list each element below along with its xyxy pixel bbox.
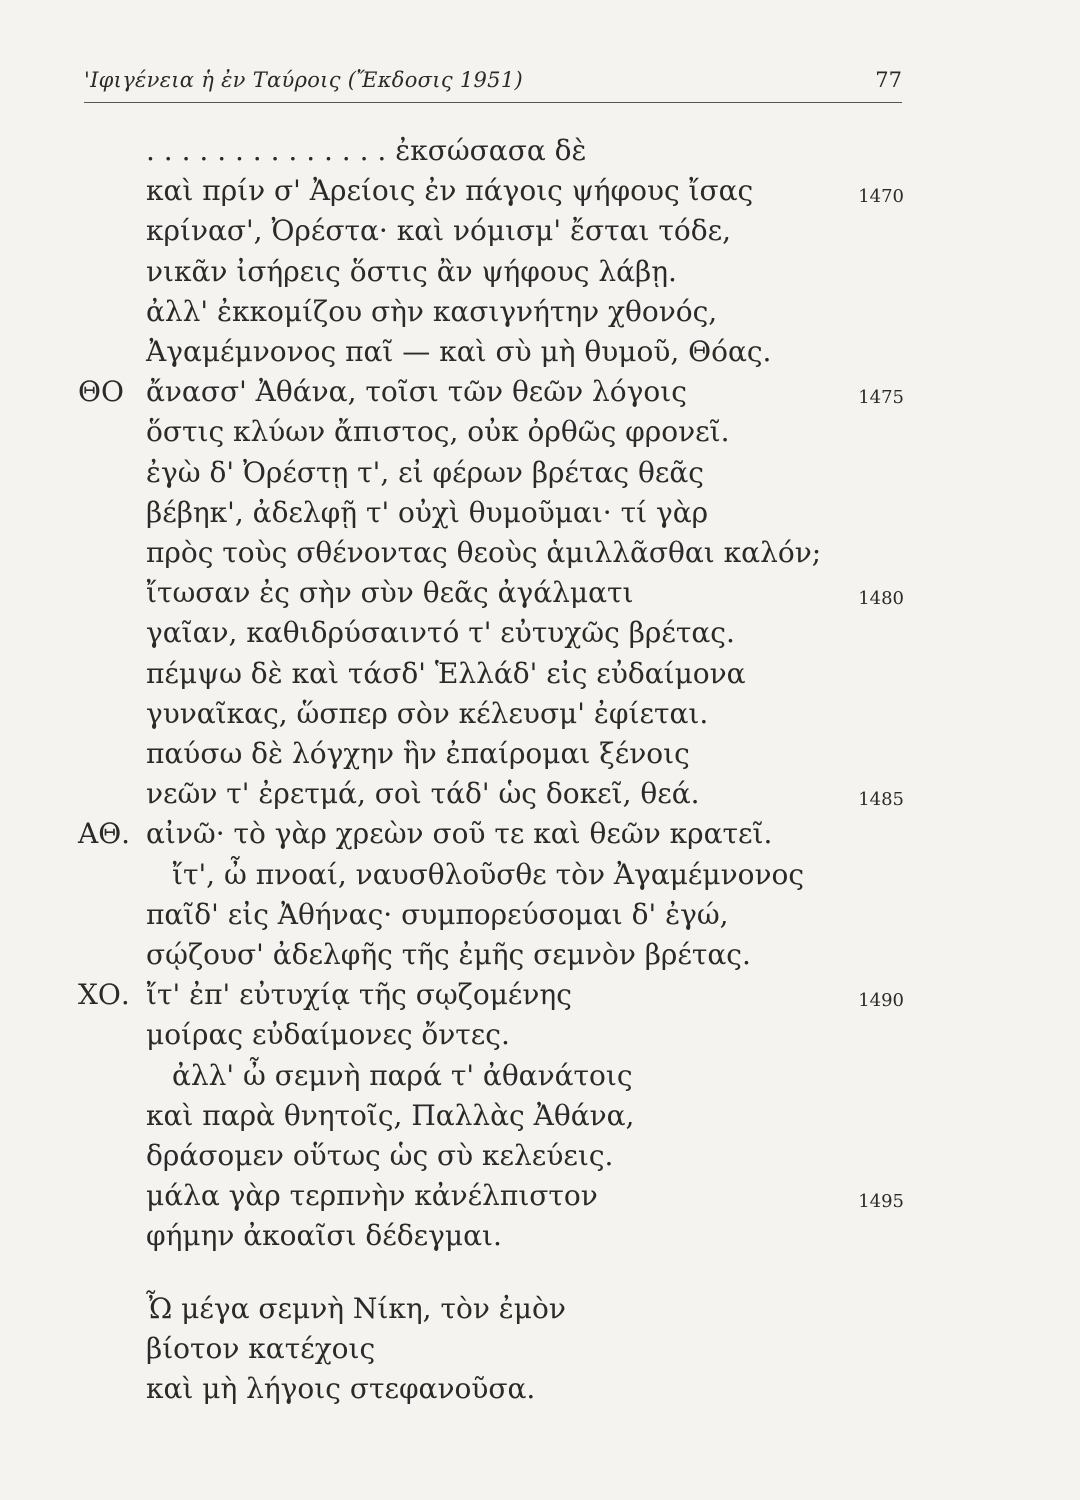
verse-line-text: αἰνῶ· τὸ γὰρ χρεὼν σοῦ τε καὶ θεῶν κρατεῖ. <box>146 817 773 851</box>
page-number: 77 <box>875 68 902 92</box>
verse-line <box>0 1329 1080 1369</box>
line-number: 1490 <box>858 990 904 1012</box>
verse-line-text: ἴτ', ὦ πνοαί, ναυσθλοῦσθε τὸν Ἀγαμέμνονος <box>172 857 805 891</box>
verse-line <box>0 171 1080 211</box>
verse-line <box>0 533 1080 573</box>
verse-line <box>0 774 1080 814</box>
verse-line-text: ἄνασσ' Ἀθάνα, τοῖσι τῶν θεῶν λόγοις <box>146 375 687 409</box>
line-number: 1480 <box>858 588 904 610</box>
verse-line <box>0 1369 1080 1409</box>
verse-line <box>0 453 1080 493</box>
verse-line-text: μάλα γὰρ τερπνὴν κἀνέλπιστον <box>146 1179 598 1213</box>
verse-line-text: παῖδ' εἰς Ἀθήνας· συμπορεύσομαι δ' ἐγώ, <box>146 897 729 931</box>
verse-line <box>0 372 1080 412</box>
speaker-label: ΘΟ <box>78 375 124 409</box>
verse-line-text: . . . . . . . . . . . . . . ἐκσώσασα δὲ <box>146 134 587 167</box>
verse-line-text: ὅστις κλύων ἄπιστος, οὐκ ὀρθῶς φρονεῖ. <box>146 415 730 449</box>
verse-line <box>0 1015 1080 1055</box>
verse-line <box>0 1136 1080 1176</box>
verse-line <box>0 1096 1080 1136</box>
verse-line-text: μοίρας εὐδαίμονες ὄντες. <box>146 1018 510 1052</box>
verse-line-text: Ἀγαμέμνονος παῖ — καὶ σὺ μὴ θυμοῦ, Θόας. <box>146 335 772 368</box>
line-number: 1470 <box>858 186 904 208</box>
verse-line-text: βέβηκ', ἀδελφῇ τ' οὐχὶ θυμοῦμαι· τί γὰρ <box>146 495 709 529</box>
verse-line-text: φήμην ἀκοαῖσι δέδεγμαι. <box>146 1219 502 1253</box>
verse-line-text: ἀλλ' ἐκκομίζου σὴν κασιγνήτην χθονός, <box>146 294 718 328</box>
verse-line-text: καὶ πρίν σ' Ἀρείοις ἐν πάγοις ψήφους ἴσας <box>146 174 754 208</box>
verse-line <box>0 252 1080 292</box>
verse-line-text: νεῶν τ' ἐρετμά, σοὶ τάδ' ὡς δοκεῖ, θεά. <box>146 777 700 811</box>
verse-line-text: νικᾶν ἰσήρεις ὅστις ἂν ψήφους λάβῃ. <box>146 254 677 288</box>
verse-line <box>0 975 1080 1015</box>
verse-line-text: πρὸς τοὺς σθένοντας θεοὺς ἁμιλλᾶσθαι καλόν; <box>146 536 822 569</box>
verse-line <box>0 935 1080 975</box>
verse-line <box>0 1056 1080 1096</box>
verse-line-text: καὶ παρὰ θνητοῖς, Παλλὰς Ἀθάνα, <box>146 1098 635 1132</box>
verse-line <box>0 1289 1080 1329</box>
verse-line <box>0 211 1080 251</box>
verse-line-text: Ὦ μέγα σεμνὴ Νίκη, τὸν ἐμὸν <box>146 1291 566 1325</box>
verse-line-text: βίοτον κατέχοις <box>146 1331 376 1365</box>
speaker-label: ΑΘ. <box>78 817 131 851</box>
verse-line <box>0 1216 1080 1256</box>
verse-line-text: καὶ μὴ λήγοις στεφανοῦσα. <box>146 1372 536 1405</box>
verse-line <box>0 412 1080 452</box>
page-header <box>84 64 902 103</box>
verse-line-text: ἐγὼ δ' Ὀρέστῃ τ', εἰ φέρων βρέτας θεᾶς <box>146 455 704 489</box>
verse-line <box>0 855 1080 895</box>
verse-line-text: ἴτ' ἐπ' εὐτυχίᾳ τῆς σῳζομένης <box>146 978 572 1012</box>
verse-line-text: ἴτωσαν ἐς σὴν σὺν θεᾶς ἀγάλματι <box>146 576 634 610</box>
verse-line-text: δράσομεν οὕτως ὡς σὺ κελεύεις. <box>146 1139 614 1172</box>
verse-line-text: κρίνασ', Ὀρέστα· καὶ νόμισμ' ἔσται τόδε, <box>146 214 731 248</box>
verse-line-text: γαῖαν, καθιδρύσαιντό τ' εὐτυχῶς βρέτας. <box>146 616 735 650</box>
verse-line <box>0 734 1080 774</box>
verse-line <box>0 654 1080 694</box>
verse-line <box>0 814 1080 854</box>
verse-line-text: παύσω δὲ λόγχην ἣν ἐπαίρομαι ξένοις <box>146 737 690 770</box>
verse-line <box>0 1176 1080 1216</box>
verse-line-text: γυναῖκας, ὥσπερ σὸν κέλευσμ' ἐφίεται. <box>146 696 709 730</box>
verse-line-text: σῴζουσ' ἀδελφῆς τῆς ἐμῆς σεμνὸν βρέτας. <box>146 938 751 971</box>
verse-line <box>0 332 1080 372</box>
verse-line <box>0 573 1080 613</box>
verse-line <box>0 493 1080 533</box>
line-number: 1485 <box>858 789 904 811</box>
speaker-label: ΧΟ. <box>78 978 130 1012</box>
verse-line <box>0 131 1080 171</box>
line-number: 1475 <box>858 387 904 409</box>
running-title: 'Ιφιγένεια ἡ ἐν Ταύροις (Ἔκδοσις 1951) <box>84 68 523 92</box>
line-number: 1495 <box>858 1191 904 1213</box>
verse-line <box>0 292 1080 332</box>
verse-line <box>0 895 1080 935</box>
verse-line-text: ἀλλ' ὦ σεμνὴ παρά τ' ἀθανάτοις <box>172 1058 633 1092</box>
verse-line <box>0 613 1080 653</box>
verse-line <box>0 694 1080 734</box>
verse-line-text: πέμψω δὲ καὶ τάσδ' Ἑλλάδ' εἰς εὐδαίμονα <box>146 656 746 690</box>
